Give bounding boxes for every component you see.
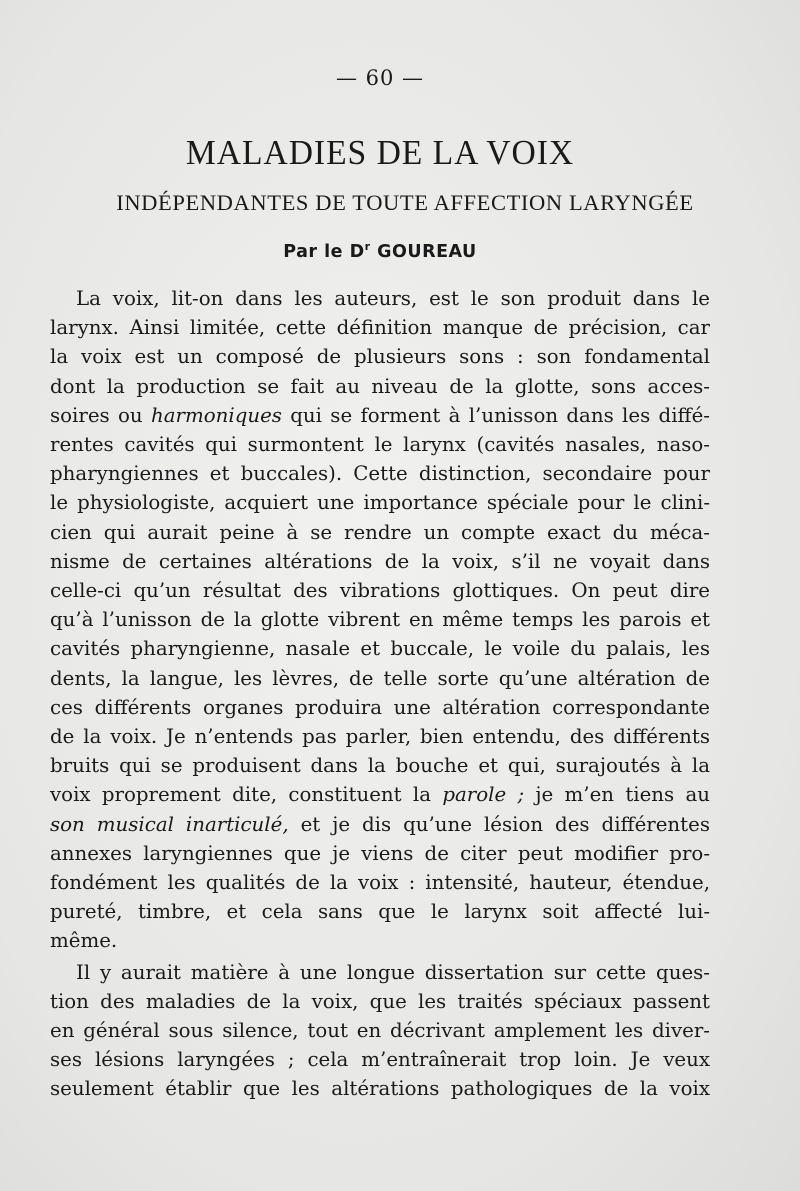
text-line: Il y aurait matière à une longue dissertation sur cette ques- (76, 960, 710, 984)
text-line: même. (50, 929, 118, 953)
article-author (0, 242, 760, 262)
text-fragment: je m’en tiens au (524, 783, 711, 807)
text-line (50, 780, 710, 809)
italic-term: harmoniques (150, 403, 282, 427)
text-line: pharyngiennes et buccales). Cette distinction, secondaire pour (50, 462, 710, 486)
text-line: cien qui aurait peine à se rendre un compte exact du méca- (50, 520, 710, 544)
text-fragment: qui se forment à l’unisson dans les diffé- (281, 403, 710, 427)
text-line: nisme de certaines altérations de la voix, s’il ne voyait dans (50, 549, 710, 573)
italic-term: parole ; (442, 783, 525, 807)
text-line: cavités pharyngienne, nasale et buccale, le voile du palais, les (50, 637, 710, 661)
text-line: fondément les qualités de la voix : intensité, hauteur, étendue, (50, 871, 710, 895)
text-fragment: et je dis qu’une lésion des différentes (288, 812, 710, 836)
text-line: larynx. Ainsi limitée, cette définition manque de précision, car (50, 316, 710, 340)
author-name: GOUREAU (377, 242, 477, 262)
article-subtitle: INDÉPENDANTES DE TOUTE AFFECTION LARYNGÉE (116, 190, 694, 215)
text-line: celle-ci qu’un résultat des vibrations glottiques. On peut dire (50, 579, 710, 603)
text-line (50, 810, 710, 839)
text-line: la voix est un composé de plusieurs sons : son fondamental (50, 345, 710, 369)
article-body (50, 284, 710, 1104)
paragraph-1 (50, 284, 710, 956)
italic-term: son musical inarticulé, (50, 812, 289, 836)
text-line: dents, la langue, les lèvres, de telle sorte qu’une altération de (50, 666, 710, 690)
text-line: pureté, timbre, et cela sans que le larynx soit affecté lui- (50, 900, 710, 924)
page-number: — 60 — (335, 66, 425, 90)
text-line (50, 401, 710, 430)
text-line: de la voix. Je n’entends pas parler, bien entendu, des différents (50, 725, 710, 749)
text-line: le physiologiste, acquiert une importance spéciale pour le clini- (50, 491, 710, 515)
text-fragment: voix proprement dite, constituent la (50, 783, 443, 807)
text-line: qu’à l’unisson de la glotte vibrent en même temps les parois et (50, 608, 710, 632)
text-line: bruits qui se produisent dans la bouche et qui, surajoutés à la (50, 754, 710, 778)
paragraph-2 (50, 958, 710, 1104)
text-line: seulement établir que les altérations pathologiques de la voix (50, 1077, 710, 1101)
text-line: rentes cavités qui surmontent le larynx (cavités nasales, naso- (50, 433, 710, 457)
text-line: ces différents organes produira une altération correspondante (50, 695, 710, 719)
text-line: annexes laryngiennes que je viens de citer peut modifier pro- (50, 841, 710, 865)
author-prefix: Par le D (283, 242, 365, 262)
text-line: en général sous silence, tout en décrivant amplement les diver- (50, 1019, 710, 1043)
text-line: dont la production se fait au niveau de la glotte, sons acces- (50, 374, 710, 398)
text-line: ses lésions laryngées ; cela m’entraînerait trop loin. Je veux (50, 1048, 710, 1072)
text-line: La voix, lit-on dans les auteurs, est le son produit dans le (76, 287, 710, 310)
text-fragment: soires ou (50, 403, 151, 427)
article-title: MALADIES DE LA VOIX (185, 133, 575, 172)
text-line: tion des maladies de la voix, que les traités spéciaux passent (50, 989, 710, 1013)
author-title-superscript: r (364, 240, 371, 254)
